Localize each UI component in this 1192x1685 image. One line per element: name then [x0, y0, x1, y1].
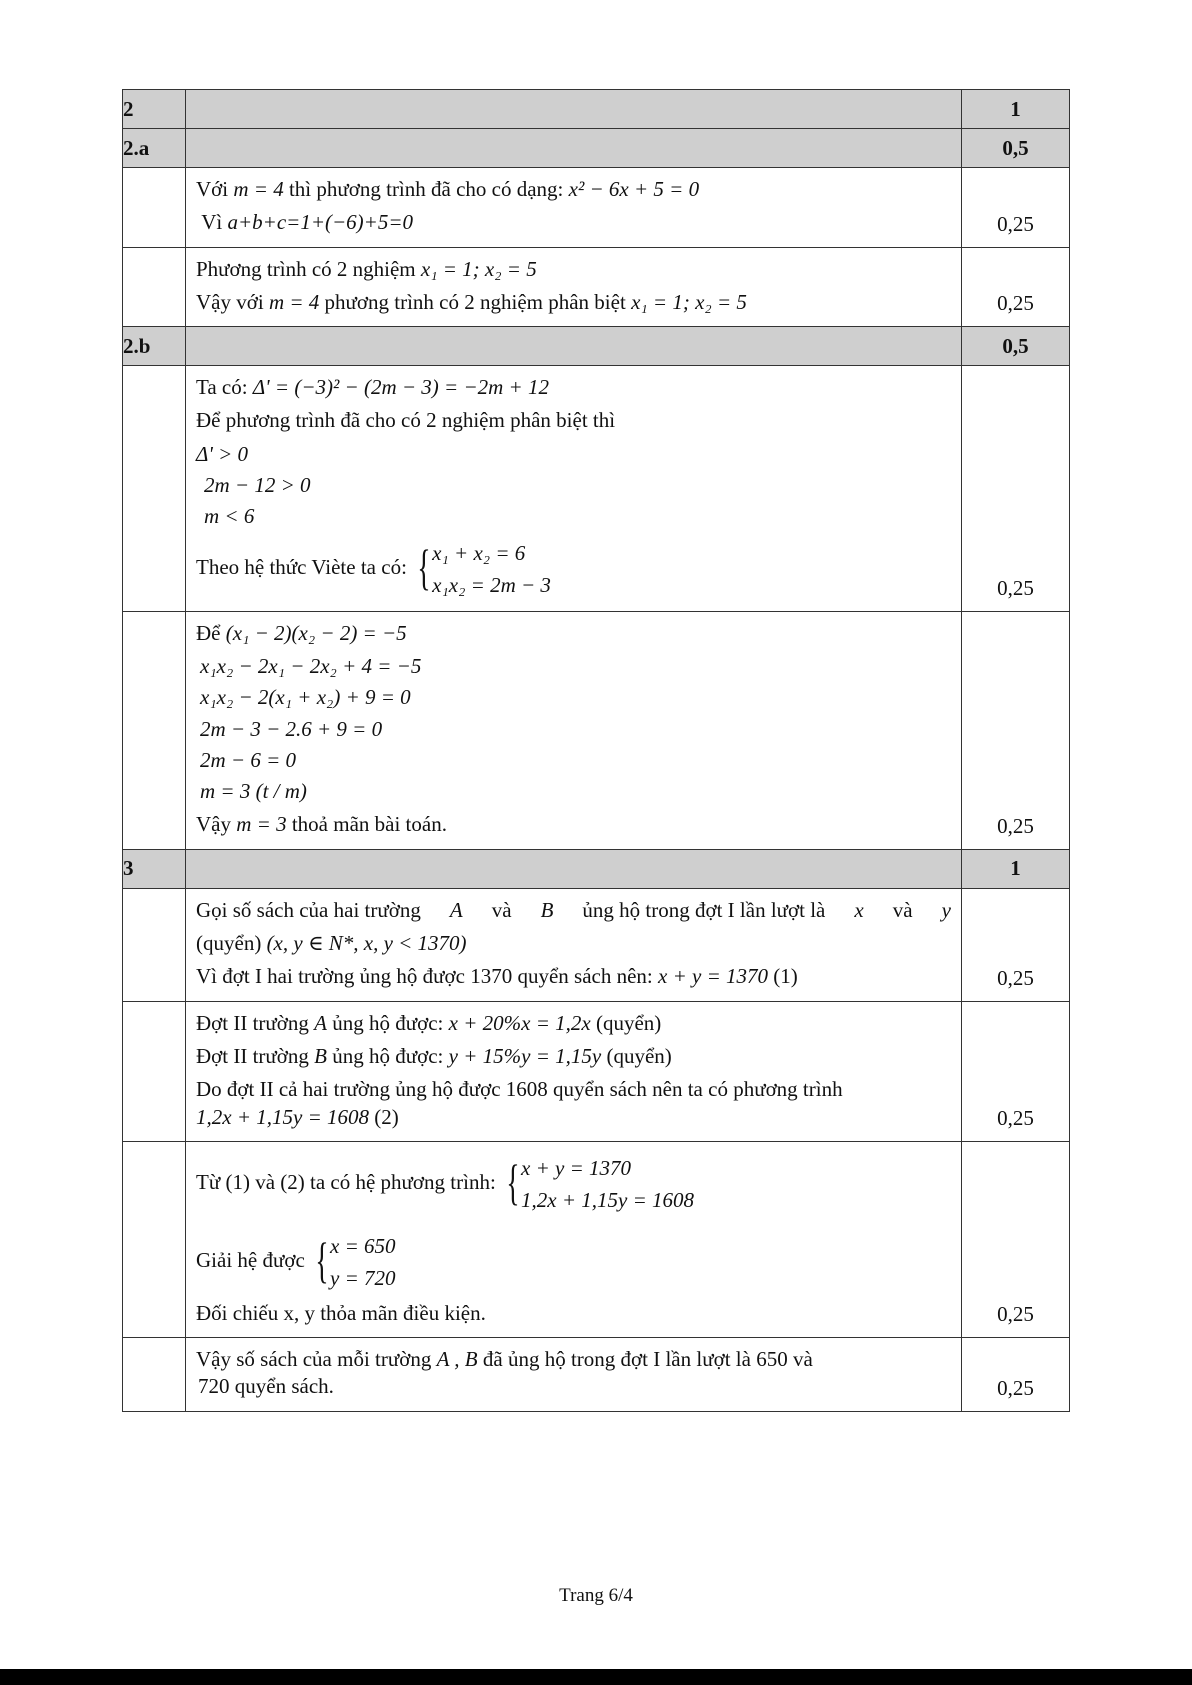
row-score: 0,25	[962, 1338, 1070, 1412]
text: Vì	[201, 210, 223, 235]
row-blank-cell	[123, 1001, 186, 1141]
text: (quyển)	[606, 1043, 672, 1068]
row-content	[186, 888, 962, 1001]
text: Vậy số sách của mỗi trường	[196, 1347, 432, 1372]
row-blank-cell	[123, 366, 186, 611]
math: B	[314, 1043, 327, 1068]
text: và	[491, 897, 512, 922]
row-blank-cell	[123, 888, 186, 1001]
equation-system	[310, 1230, 396, 1294]
math: y = 720	[330, 1265, 396, 1290]
row-content	[186, 366, 962, 611]
text: Theo hệ thức Viète ta có:	[196, 554, 407, 579]
line	[196, 537, 951, 601]
table-row-3-4	[123, 1338, 1070, 1412]
math: (x, y ∈ N*, x, y < 1370)	[266, 931, 467, 956]
math: A , B	[436, 1347, 478, 1372]
row-content	[186, 1001, 962, 1141]
line: 720 quyển sách.	[198, 1374, 334, 1399]
section-empty-cell	[186, 129, 962, 168]
math-line: 2m − 3 − 2.6 + 9 = 0	[200, 716, 383, 741]
math: 1,2x + 1,15y = 1608	[521, 1187, 695, 1212]
line	[196, 289, 951, 316]
text: Vì đợt I hai trường ủng hộ được 1370 quyển sách nên:	[196, 964, 653, 989]
row-score: 0,25	[962, 1141, 1070, 1337]
line	[196, 620, 951, 647]
math: x² − 6x + 5 = 0	[568, 177, 700, 201]
math-line: m = 3 (t / m)	[200, 779, 307, 804]
text: đã ủng hộ trong đợt I lần lượt là 650 và	[482, 1347, 813, 1372]
section-score: 1	[962, 849, 1070, 888]
line: Để phương trình đã cho có 2 nghiệm phân biệt thì	[196, 408, 616, 433]
math-line: 2m − 12 > 0	[204, 473, 311, 498]
page-footer: Trang 6/4	[559, 1585, 633, 1606]
text: thoả mãn bài toán.	[291, 812, 447, 837]
line	[196, 1104, 951, 1131]
row-content	[186, 1338, 962, 1412]
text: Để	[196, 620, 221, 645]
math: a+b+c=1+(−6)+5=0	[227, 210, 414, 235]
row-score: 0,25	[962, 366, 1070, 611]
row-score: 0,25	[962, 1001, 1070, 1141]
line	[196, 374, 951, 401]
text: (quyển)	[595, 1010, 662, 1035]
text: (quyển)	[196, 931, 262, 956]
row-score: 0,25	[962, 247, 1070, 327]
section-score: 1	[962, 90, 1070, 129]
row-blank-cell	[123, 247, 186, 327]
line	[196, 930, 951, 957]
line	[196, 1230, 951, 1294]
line	[196, 897, 951, 924]
table-row-2a-1	[123, 168, 1070, 248]
math: x = 650	[330, 1233, 396, 1258]
math-line: Δ' > 0	[196, 441, 248, 466]
math: (x₁ − 2)(x₂ − 2) = −5	[225, 620, 407, 645]
math-line: 2m − 6 = 0	[200, 747, 297, 772]
text: (1)	[773, 964, 798, 989]
math: m = 4	[268, 289, 320, 314]
line	[196, 1346, 951, 1373]
equation-system	[501, 1152, 694, 1216]
row-score: 0,25	[962, 168, 1070, 248]
math: y	[941, 897, 951, 922]
text: Vậy	[196, 812, 231, 837]
section-number: 2.b	[123, 327, 186, 366]
math-line: x₁x₂ − 2(x₁ + x₂) + 9 = 0	[200, 685, 411, 710]
left-brace-icon: {	[506, 1153, 520, 1210]
row-blank-cell	[123, 168, 186, 248]
row-blank-cell	[123, 1141, 186, 1337]
section-header-3	[123, 849, 1070, 888]
math: x₁ = 1; x₂ = 5	[631, 289, 747, 314]
row-content	[186, 247, 962, 327]
math: x	[854, 897, 864, 922]
math: x₁ = 1; x₂ = 5	[420, 256, 537, 281]
math: x + y = 1370	[658, 964, 768, 989]
text: Giải hệ được	[196, 1247, 305, 1272]
line	[196, 209, 951, 236]
math: m = 3	[236, 812, 287, 837]
table-row-3-2	[123, 1001, 1070, 1141]
section-empty-cell	[186, 90, 962, 129]
math: x₁ + x₂ = 6	[432, 540, 526, 565]
section-header-2	[123, 90, 1070, 129]
line: Đối chiếu x, y thỏa mãn điều kiện.	[196, 1300, 486, 1325]
math: x + 20%x = 1,2x	[448, 1010, 591, 1035]
math: B	[540, 897, 554, 922]
row-content	[186, 1141, 962, 1337]
table-row-3-3	[123, 1141, 1070, 1337]
text: Với	[196, 177, 229, 201]
row-blank-cell	[123, 1338, 186, 1412]
section-score: 0,5	[962, 327, 1070, 366]
line	[196, 811, 951, 838]
math: A	[314, 1010, 327, 1035]
table-row-2b-2	[123, 611, 1070, 849]
text: phương trình có 2 nghiệm phân biệt	[324, 289, 626, 314]
text: và	[892, 897, 913, 922]
text: ủng hộ được:	[332, 1043, 444, 1068]
section-header-2a	[123, 129, 1070, 168]
math: y + 15%y = 1,15y	[448, 1043, 602, 1068]
text: Từ (1) và (2) ta có hệ phương trình:	[196, 1169, 496, 1194]
bottom-edge-bar	[0, 1669, 1192, 1685]
math: x₁x₂ = 2m − 3	[432, 572, 551, 597]
text: Ta có:	[196, 375, 248, 400]
section-number: 2.a	[123, 129, 186, 168]
table-row-2a-2	[123, 247, 1070, 327]
math-line: x₁x₂ − 2x₁ − 2x₂ + 4 = −5	[200, 653, 422, 678]
table-row-2b-1	[123, 366, 1070, 611]
text: thì phương trình đã cho có dạng:	[288, 177, 564, 201]
text: (2)	[374, 1104, 399, 1129]
math: m = 4	[233, 177, 284, 201]
row-score: 0,25	[962, 611, 1070, 849]
grading-table	[122, 89, 1070, 1412]
left-brace-icon: {	[417, 538, 431, 595]
line	[196, 1010, 951, 1037]
line	[196, 176, 951, 203]
text: Phương trình có 2 nghiệm	[196, 256, 416, 281]
text: ủng hộ được:	[332, 1010, 444, 1035]
left-brace-icon: {	[315, 1231, 329, 1288]
section-number: 3	[123, 849, 186, 888]
text: Đợt II trường	[196, 1010, 309, 1035]
math: 1,2x + 1,15y = 1608	[196, 1104, 369, 1129]
row-blank-cell	[123, 611, 186, 849]
math: Δ' = (−3)² − (2m − 3) = −2m + 12	[252, 375, 549, 400]
line	[196, 1043, 951, 1070]
section-empty-cell	[186, 849, 962, 888]
line	[196, 963, 951, 990]
row-score: 0,25	[962, 888, 1070, 1001]
text: ủng hộ trong đợt I lần lượt là	[582, 897, 826, 922]
text: Gọi số sách của hai trường	[196, 897, 421, 922]
section-score: 0,5	[962, 129, 1070, 168]
text: Vậy với	[196, 289, 264, 314]
math-line: m < 6	[204, 504, 255, 529]
line	[196, 256, 951, 283]
row-content	[186, 168, 962, 248]
line: Do đợt II cả hai trường ủng hộ được 1608 quyển sách nên ta có phương trình	[196, 1077, 843, 1102]
math: A	[449, 897, 463, 922]
section-header-2b	[123, 327, 1070, 366]
equation-system	[412, 537, 551, 601]
text: Đợt II trường	[196, 1043, 309, 1068]
table-row-3-1	[123, 888, 1070, 1001]
line	[196, 1152, 951, 1216]
section-empty-cell	[186, 327, 962, 366]
row-content	[186, 611, 962, 849]
math: x + y = 1370	[521, 1155, 632, 1180]
section-number: 2	[123, 90, 186, 129]
